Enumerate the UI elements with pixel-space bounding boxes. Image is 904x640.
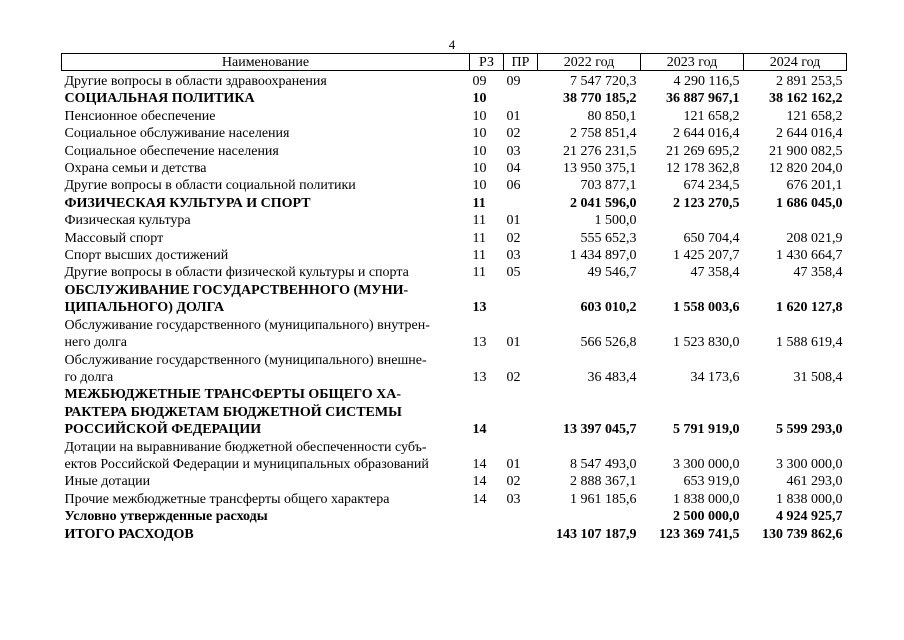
cell-y2023: 5 791 919,0	[673, 422, 740, 438]
row-name-line: Пенсионное обеспечение	[64, 108, 216, 124]
row-name-line: ектов Российской Федерации и муниципальных образований	[64, 456, 429, 472]
row-name-line: го долга	[64, 369, 114, 385]
table-row	[62, 212, 847, 229]
table-header-row	[62, 54, 847, 71]
table-row	[62, 264, 847, 281]
cell-y2024: 2 644 016,4	[776, 126, 843, 142]
table-row	[62, 230, 847, 247]
row-name-line: Обслуживание государственного (муниципального) внутрен-	[64, 317, 430, 333]
row-name	[62, 230, 470, 247]
cell-y2024: 2 891 253,5	[776, 74, 843, 89]
cell-y2023: 1 425 207,7	[673, 248, 740, 264]
row-name	[62, 71, 470, 91]
cell-pr: 03	[506, 248, 521, 264]
cell-y2024: 31 508,4	[793, 369, 843, 385]
row-name-line: Спорт высших достижений	[64, 248, 229, 264]
row-name-line: Другие вопросы в области здравоохранения	[64, 74, 327, 89]
cell-rz: 14	[472, 491, 487, 507]
cell-y2022: 2 041 596,0	[570, 195, 637, 211]
cell-y2023: 47 358,4	[690, 265, 740, 281]
cell-y2022: 1 500,0	[594, 213, 637, 229]
cell-pr: 02	[506, 230, 521, 246]
cell-y2023	[641, 212, 744, 229]
header-pr: ПР	[504, 54, 538, 71]
cell-pr: 06	[506, 178, 521, 194]
cell-pr	[504, 282, 538, 317]
cell-rz: 10	[472, 143, 487, 159]
table-row	[62, 160, 847, 177]
cell-rz: 10	[472, 178, 487, 194]
cell-y2024: 47 358,4	[793, 265, 843, 281]
row-name-line: Дотации на выравнивание бюджетной обеспеченности субъ-	[64, 439, 427, 455]
cell-rz: 11	[472, 248, 486, 264]
cell-y2023: 1 523 830,0	[673, 335, 740, 351]
cell-pr: 01	[506, 456, 521, 472]
cell-rz: 11	[472, 195, 486, 211]
cell-pr: 01	[506, 213, 521, 229]
row-name-line: ИТОГО РАСХОДОВ	[64, 526, 194, 542]
cell-y2023: 12 178 362,8	[666, 161, 740, 177]
row-name-line: РОССИЙСКОЙ ФЕДЕРАЦИИ	[64, 422, 262, 438]
cell-rz: 14	[472, 456, 487, 472]
cell-rz: 13	[472, 335, 487, 351]
cell-y2022: 603 010,2	[580, 300, 637, 316]
row-name	[62, 160, 470, 177]
cell-y2023: 1 838 000,0	[673, 491, 740, 507]
table-row	[62, 108, 847, 125]
cell-y2024: 21 900 082,5	[769, 143, 843, 159]
cell-y2024: 676 201,1	[786, 178, 843, 194]
cell-rz	[470, 508, 504, 525]
cell-y2023: 2 500 000,0	[673, 509, 740, 525]
row-name	[62, 473, 470, 490]
table-row	[62, 526, 847, 543]
row-name	[62, 125, 470, 142]
cell-rz: 10	[472, 161, 487, 177]
table-body	[62, 71, 847, 543]
cell-y2022: 13 950 375,1	[563, 161, 637, 177]
row-name	[62, 352, 470, 387]
cell-pr: 02	[506, 126, 521, 142]
row-name	[62, 264, 470, 281]
cell-y2023: 21 269 695,2	[666, 143, 740, 159]
cell-y2023: 653 919,0	[683, 474, 740, 490]
cell-rz: 10	[472, 91, 487, 107]
cell-y2024: 208 021,9	[786, 230, 843, 246]
cell-y2023: 2 644 016,4	[673, 126, 740, 142]
row-name-line: ОБСЛУЖИВАНИЕ ГОСУДАРСТВЕННОГО (МУНИ-	[64, 282, 409, 298]
cell-y2022: 13 397 045,7	[563, 422, 637, 438]
row-name	[62, 247, 470, 264]
cell-y2024: 1 588 619,4	[776, 335, 843, 351]
cell-y2022: 2 758 851,4	[570, 126, 637, 142]
row-name	[62, 386, 470, 438]
row-name-line: него долга	[64, 335, 127, 351]
row-name-line: Условно утвержденные расходы	[64, 509, 268, 525]
cell-y2024: 38 162 162,2	[769, 91, 843, 107]
cell-y2022: 2 888 367,1	[570, 474, 637, 490]
cell-y2023: 121 658,2	[683, 108, 740, 124]
row-name-line: ФИЗИЧЕСКАЯ КУЛЬТУРА И СПОРТ	[64, 195, 311, 211]
page-number: 4	[448, 37, 456, 52]
row-name-line: Массовый спорт	[64, 230, 164, 246]
cell-y2023: 4 290 116,5	[673, 74, 740, 89]
cell-y2022: 8 547 493,0	[570, 456, 637, 472]
cell-y2023: 1 558 003,6	[673, 300, 740, 316]
cell-rz: 09	[472, 74, 487, 89]
header-name: Наименование	[62, 54, 470, 71]
cell-y2024: 1 838 000,0	[776, 491, 843, 507]
cell-rz: 13	[472, 300, 487, 316]
cell-pr: 03	[506, 491, 521, 507]
cell-rz: 14	[472, 474, 487, 490]
table-row	[62, 71, 847, 91]
cell-pr: 01	[506, 335, 521, 351]
cell-y2024: 5 599 293,0	[776, 422, 843, 438]
cell-rz: 13	[472, 369, 487, 385]
row-name-line: СОЦИАЛЬНАЯ ПОЛИТИКА	[64, 91, 255, 107]
cell-y2022: 36 483,4	[587, 369, 637, 385]
cell-pr: 05	[506, 265, 521, 281]
row-name-line: Другие вопросы в области социальной политики	[64, 178, 356, 194]
cell-y2022: 143 107 187,9	[556, 526, 637, 542]
row-name	[62, 508, 470, 525]
cell-y2022: 1 434 897,0	[570, 248, 637, 264]
header-2023: 2023 год	[641, 54, 744, 71]
cell-y2024: 1 686 045,0	[776, 195, 843, 211]
cell-y2023: 3 300 000,0	[673, 456, 740, 472]
cell-rz: 11	[472, 265, 486, 281]
cell-pr: 02	[506, 369, 521, 385]
row-name	[62, 282, 470, 317]
cell-y2023: 36 887 967,1	[666, 91, 740, 107]
table-row	[62, 491, 847, 508]
cell-y2022: 21 276 231,5	[563, 143, 637, 159]
cell-y2024: 1 430 664,7	[776, 248, 843, 264]
row-name	[62, 143, 470, 160]
cell-y2024: 3 300 000,0	[776, 456, 843, 472]
row-name	[62, 439, 470, 474]
cell-pr	[504, 508, 538, 525]
row-name	[62, 90, 470, 107]
cell-y2024: 4 924 925,7	[776, 509, 843, 525]
cell-y2023: 650 704,4	[683, 230, 740, 246]
cell-pr: 02	[506, 474, 521, 490]
table-row	[62, 143, 847, 160]
cell-y2022: 49 546,7	[587, 265, 637, 281]
cell-y2024: 461 293,0	[786, 474, 843, 490]
budget-table	[61, 53, 847, 543]
table-row	[62, 473, 847, 490]
row-name-line: МЕЖБЮДЖЕТНЫЕ ТРАНСФЕРТЫ ОБЩЕГО ХА-	[64, 387, 402, 403]
cell-y2024: 121 658,2	[786, 108, 843, 124]
cell-y2024	[744, 212, 847, 229]
cell-pr	[504, 386, 538, 438]
table-row	[62, 317, 847, 352]
cell-y2023: 34 173,6	[690, 369, 740, 385]
cell-y2022: 38 770 185,2	[563, 91, 637, 107]
cell-pr: 01	[506, 108, 521, 124]
row-name-line: Физическая культура	[64, 213, 191, 229]
cell-y2024: 1 620 127,8	[776, 300, 843, 316]
cell-pr	[504, 195, 538, 212]
cell-pr: 09	[506, 74, 521, 89]
row-name-line: Другие вопросы в области физической культуры и спорта	[64, 265, 409, 281]
cell-y2022: 7 547 720,3	[570, 74, 637, 89]
cell-y2022: 1 961 185,6	[570, 491, 637, 507]
header-2024: 2024 год	[744, 54, 847, 71]
table-row	[62, 125, 847, 142]
cell-rz: 11	[472, 230, 486, 246]
cell-rz	[470, 526, 504, 543]
row-name-line: Иные дотации	[64, 474, 151, 490]
table-row	[62, 282, 847, 317]
table-row	[62, 386, 847, 438]
cell-y2022: 566 526,8	[580, 335, 637, 351]
row-name	[62, 317, 470, 352]
row-name	[62, 526, 470, 543]
header-rz: РЗ	[470, 54, 504, 71]
table-row	[62, 90, 847, 107]
row-name	[62, 212, 470, 229]
cell-rz: 10	[472, 108, 487, 124]
cell-rz: 11	[472, 213, 486, 229]
table-row	[62, 247, 847, 264]
cell-y2023: 674 234,5	[683, 178, 740, 194]
row-name-line: РАКТЕРА БЮДЖЕТАМ БЮДЖЕТНОЙ СИСТЕМЫ	[64, 404, 402, 420]
row-name-line: Социальное обслуживание населения	[64, 126, 290, 142]
header-2022: 2022 год	[538, 54, 641, 71]
row-name-line: Прочие межбюджетные трансферты общего характера	[64, 491, 390, 507]
cell-rz: 14	[472, 422, 487, 438]
cell-y2022	[538, 508, 641, 525]
row-name	[62, 177, 470, 194]
cell-pr: 03	[506, 143, 521, 159]
row-name-line: ЦИПАЛЬНОГО) ДОЛГА	[64, 300, 225, 316]
row-name	[62, 108, 470, 125]
cell-y2024: 130 739 862,6	[762, 526, 843, 542]
cell-y2022: 555 652,3	[580, 230, 637, 246]
row-name-line: Социальное обеспечение населения	[64, 143, 279, 159]
cell-y2024: 12 820 204,0	[769, 161, 843, 177]
row-name-line: Охрана семьи и детства	[64, 161, 207, 177]
cell-rz: 10	[472, 126, 487, 142]
cell-y2022: 703 877,1	[580, 178, 637, 194]
cell-y2023: 2 123 270,5	[673, 195, 740, 211]
table-row	[62, 439, 847, 474]
table-row	[62, 195, 847, 212]
cell-pr	[504, 90, 538, 107]
cell-pr: 04	[506, 161, 521, 177]
row-name	[62, 195, 470, 212]
table-row	[62, 352, 847, 387]
cell-pr	[504, 526, 538, 543]
table-row	[62, 508, 847, 525]
row-name	[62, 491, 470, 508]
row-name-line: Обслуживание государственного (муниципального) внешне-	[64, 352, 427, 368]
cell-y2023: 123 369 741,5	[659, 526, 740, 542]
cell-y2022: 80 850,1	[587, 108, 637, 124]
table-row	[62, 177, 847, 194]
